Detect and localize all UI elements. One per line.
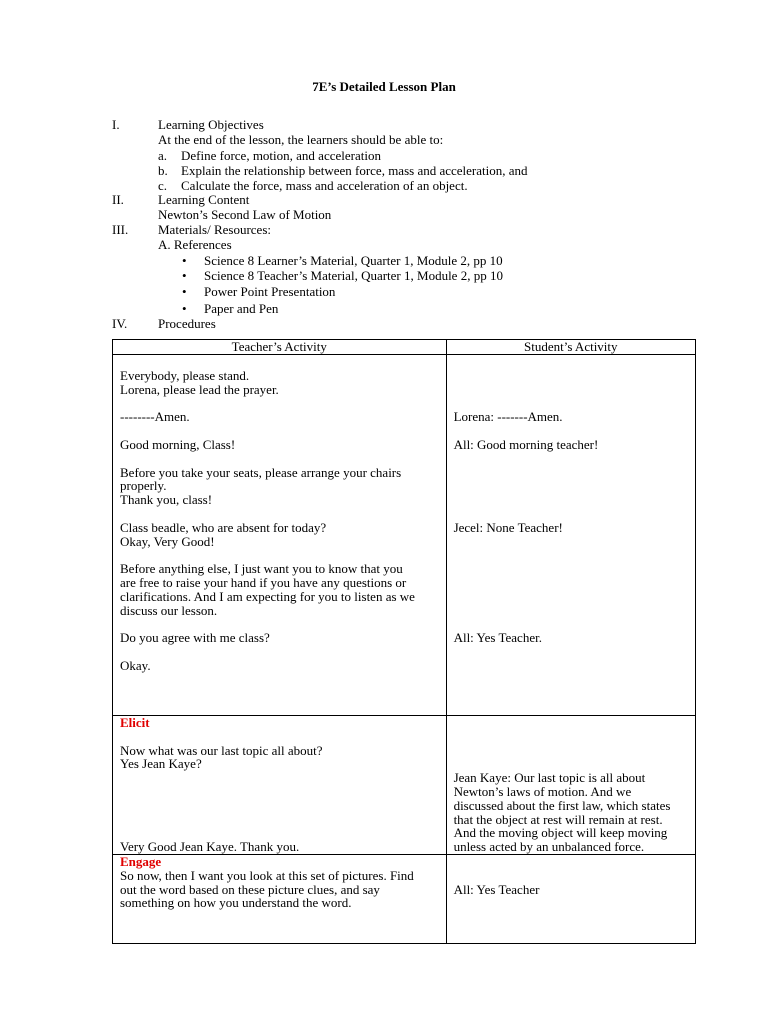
teacher-line: Okay. bbox=[120, 657, 151, 673]
teacher-line: Yes Jean Kaye? bbox=[120, 756, 202, 772]
outline-number-1: I. bbox=[112, 117, 120, 132]
student-line: All: Yes Teacher. bbox=[453, 630, 542, 646]
teacher-line: clarifications. And I am expecting for you to listen as we bbox=[120, 588, 415, 604]
teacher-cell-opening bbox=[113, 355, 447, 716]
procedures-table bbox=[112, 339, 696, 944]
teacher-line: discuss our lesson. bbox=[120, 602, 218, 618]
student-line: And the moving object will keep moving bbox=[453, 825, 668, 841]
bullet-icon: • bbox=[182, 301, 187, 316]
teacher-line: Before you take your seats, please arrange your chairs bbox=[120, 464, 402, 480]
outline-heading-content: Learning Content bbox=[158, 192, 250, 207]
reference-item: Science 8 Teacher’s Material, Quarter 1, Module 2, pp 10 bbox=[204, 268, 503, 283]
references-label: A. References bbox=[158, 237, 232, 252]
table-row-engage bbox=[113, 855, 696, 944]
teacher-line: Very Good Jean Kaye. Thank you. bbox=[120, 839, 300, 855]
student-line: unless acted by an unbalanced force. bbox=[453, 839, 645, 855]
student-cell-engage bbox=[446, 855, 695, 944]
document-title: 7E’s Detailed Lesson Plan bbox=[312, 79, 456, 94]
student-line: Jecel: None Teacher! bbox=[453, 519, 563, 535]
student-line: discussed about the first law, which states bbox=[453, 797, 671, 813]
teacher-line: something on how you understand the word. bbox=[120, 895, 352, 911]
table-row-elicit bbox=[113, 716, 696, 855]
teacher-line: Before anything else, I just want you to know that you bbox=[120, 561, 403, 577]
outline-heading-objectives: Learning Objectives bbox=[158, 117, 264, 132]
teacher-line: out the word based on these picture clues, and say bbox=[120, 881, 380, 897]
teacher-line: Lorena, please lead the prayer. bbox=[120, 381, 279, 397]
teacher-line: are free to raise your hand if you have any questions or bbox=[120, 574, 407, 590]
student-line: Lorena: -------Amen. bbox=[453, 409, 563, 425]
objective-text-c: Calculate the force, mass and acceleration of an object. bbox=[181, 178, 468, 193]
teacher-line: Good morning, Class! bbox=[120, 436, 236, 452]
teacher-line: Class beadle, who are absent for today? bbox=[120, 519, 327, 535]
teacher-line: So now, then I want you look at this set of pictures. Find bbox=[120, 867, 414, 883]
teacher-line: Thank you, class! bbox=[120, 492, 213, 508]
teacher-line: --------Amen. bbox=[120, 409, 190, 425]
student-cell-opening bbox=[446, 355, 695, 716]
outline-number-4: IV. bbox=[112, 316, 128, 331]
bullet-icon: • bbox=[182, 284, 187, 299]
student-line: All: Good morning teacher! bbox=[453, 436, 599, 452]
table-row-opening bbox=[113, 355, 696, 716]
objective-letter-a: a. bbox=[158, 148, 168, 163]
phase-label-engage: Engage bbox=[120, 854, 162, 869]
outline-number-2: II. bbox=[112, 192, 124, 207]
student-line: Newton’s laws of motion. And we bbox=[453, 783, 632, 799]
table-header-row bbox=[113, 340, 696, 355]
teacher-activity-header: Teacher’s Activity bbox=[113, 340, 447, 355]
content-topic: Newton’s Second Law of Motion bbox=[158, 207, 332, 222]
teacher-line: Okay, Very Good! bbox=[120, 533, 215, 549]
outline-number-3: III. bbox=[112, 222, 129, 237]
student-line: All: Yes Teacher bbox=[453, 881, 540, 897]
teacher-cell-elicit bbox=[113, 716, 447, 855]
outline-heading-materials: Materials/ Resources: bbox=[158, 222, 271, 237]
student-line: that the object at rest will remain at rest. bbox=[453, 811, 663, 827]
teacher-line: Now what was our last topic all about? bbox=[120, 742, 323, 758]
bullet-icon: • bbox=[182, 268, 187, 283]
teacher-line: Do you agree with me class? bbox=[120, 630, 270, 646]
student-cell-elicit bbox=[446, 716, 695, 855]
objective-text-b: Explain the relationship between force, mass and acceleration, and bbox=[181, 163, 528, 178]
objectives-intro: At the end of the lesson, the learners should be able to: bbox=[158, 132, 444, 147]
teacher-cell-engage bbox=[113, 855, 447, 944]
objective-letter-c: c. bbox=[158, 178, 168, 193]
reference-item: Paper and Pen bbox=[204, 301, 279, 316]
teacher-line: Everybody, please stand. bbox=[120, 368, 250, 383]
outline-heading-procedures: Procedures bbox=[158, 316, 216, 331]
student-activity-header: Student’s Activity bbox=[446, 340, 695, 355]
objective-text-a: Define force, motion, and acceleration bbox=[181, 148, 381, 163]
reference-item: Power Point Presentation bbox=[204, 284, 336, 299]
teacher-line: properly. bbox=[120, 478, 167, 494]
reference-item: Science 8 Learner’s Material, Quarter 1, Module 2, pp 10 bbox=[204, 253, 503, 268]
phase-label-elicit: Elicit bbox=[120, 715, 150, 730]
objective-letter-b: b. bbox=[158, 163, 168, 178]
student-line: Jean Kaye: Our last topic is all about bbox=[453, 770, 646, 786]
bullet-icon: • bbox=[182, 253, 187, 268]
